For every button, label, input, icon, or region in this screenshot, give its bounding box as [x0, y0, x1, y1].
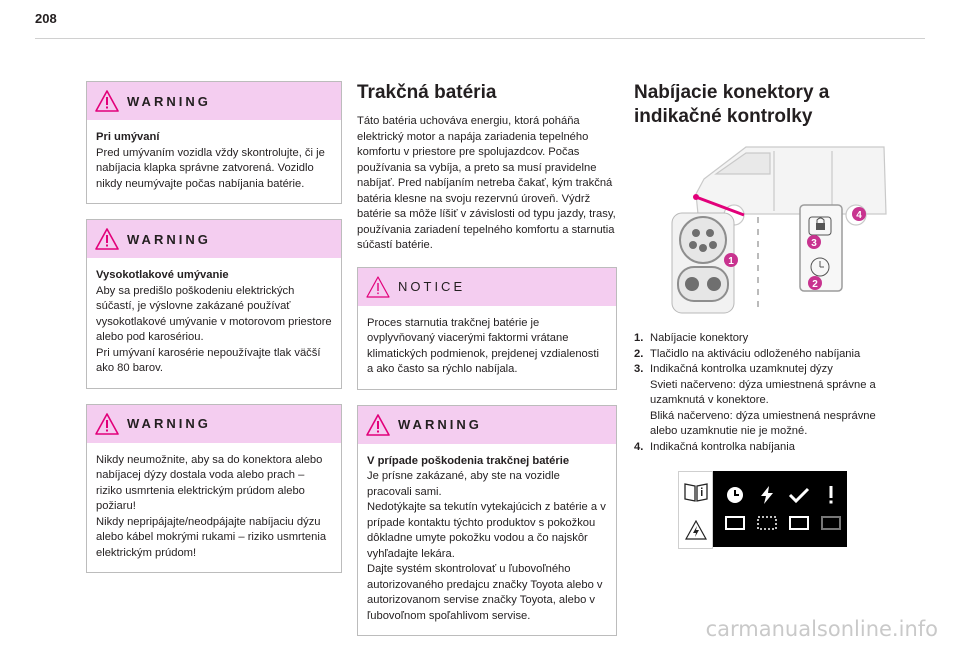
legend-list: [634, 331, 894, 455]
warning-title: WARNING: [398, 417, 482, 432]
notice-box: [357, 267, 617, 390]
callout-4: [852, 207, 866, 221]
warning-triangle-icon: [685, 520, 707, 540]
warning-body: [87, 120, 341, 203]
manual-book-icon: [683, 481, 709, 503]
callout-1: [724, 253, 738, 267]
warning-text: Pred umývaním vozidla vždy skontrolujte, či je nabíjacia klapka správne zatvorená. Vozidlo nikdy neumývajte počas nabíjania batérie.: [96, 146, 325, 190]
indicator-legend: [678, 471, 713, 549]
list-number: 3.: [634, 363, 644, 375]
list-subtext: Bliká načerveno: dýza umiestnená nesprávne alebo uzamknutie nie je možné.: [650, 409, 876, 437]
exclamation-icon: [826, 485, 836, 505]
control-panel-icon: [800, 205, 842, 291]
list-text: Tlačidlo na aktiváciu odloženého nabíjania: [650, 347, 861, 360]
notice-body: [358, 306, 616, 389]
warning-header: [358, 406, 616, 444]
watermark: carmanualsonline.info: [705, 617, 938, 641]
clock-icon: [725, 485, 745, 505]
notice-title: NOTICE: [398, 279, 466, 294]
warning-text: Pri umývaní karosérie nepoužívajte tlak väčší ako 80 barov.: [96, 346, 321, 374]
lamp-solid-icon: [725, 516, 745, 530]
warning-lead: Pri umývaní: [96, 131, 160, 143]
list-item: [634, 362, 894, 440]
warning-box-high-pressure: [86, 219, 342, 389]
column-middle: [357, 81, 617, 651]
checkmark-icon: [788, 485, 810, 505]
warning-title: WARNING: [127, 93, 211, 109]
warning-text: Nikdy neumožnite, aby sa do konektora alebo nabíjacej dýzy dostala voda alebo prach – riziko usmrtenia elektrickým prúdom alebo požiaru!: [96, 453, 323, 512]
list-text-group: [650, 362, 894, 440]
list-item: [634, 347, 894, 363]
notice-text: Proces starnutia trakčnej batérie je ovplyvňovaný viacerými faktormi vrátane klimatických podmienok, prejdenej vzdialenosti a ako často sa rýchlo nabíjala.: [367, 316, 599, 375]
warning-text: Je prísne zakázané, aby ste na vozidle pracovali sami.: [367, 470, 560, 498]
callout-2: [808, 276, 822, 290]
indicator-lamps-row: [719, 509, 847, 537]
list-text: Indikačná kontrolka nabíjania: [650, 440, 795, 453]
warning-title: WARNING: [127, 231, 211, 247]
warning-body: [358, 444, 616, 636]
lamp-solid-icon: [789, 516, 809, 530]
notice-header: [358, 268, 616, 306]
column-left: [86, 81, 342, 588]
warning-box-battery-damage: [357, 405, 617, 637]
indicator-lights-panel: [678, 471, 847, 547]
warning-box-water: [86, 404, 342, 574]
warning-triangle-icon: [366, 414, 390, 436]
warning-lead: V prípade poškodenia trakčnej batérie: [367, 454, 570, 467]
warning-text: Aby sa predišlo poškodeniu elektrických súčastí, je výslovne zakázané používať vysokotlakové umývanie v motorovom priestore alebo pod karosériou.: [96, 284, 332, 343]
warning-triangle-icon: [95, 413, 119, 435]
warning-body: [87, 258, 341, 388]
section-heading: Trakčná batéria: [357, 82, 497, 103]
callout-4-label: 4: [856, 210, 862, 221]
lamp-off-icon: [821, 516, 841, 530]
heading-line-2: indikačné kontrolky: [634, 106, 813, 127]
warning-title: WARNING: [127, 416, 211, 431]
lightning-icon: [757, 485, 777, 505]
callout-2-label: 2: [812, 279, 818, 290]
callout-3: [807, 235, 821, 249]
list-subtext: Svieti načerveno: dýza umiestnená správne a uzamknutá v konektore.: [650, 378, 876, 406]
warning-triangle-icon: [95, 228, 119, 250]
indicator-symbols-row: [719, 481, 847, 509]
list-number: 1.: [634, 332, 644, 344]
warning-text: Dajte systém skontrolovať u ľubovoľného autorizovaného predajcu značky Toyota alebo v autorizovanom servise značky Toyota, alebo v ľubovoľnom spoľahlivom servise.: [367, 563, 603, 622]
callout-1-label: 1: [728, 256, 734, 267]
callout-3-label: 3: [811, 238, 817, 249]
section-heading: [634, 81, 894, 129]
column-right: [634, 81, 894, 547]
header-divider: [35, 38, 925, 39]
notice-triangle-icon: [366, 276, 390, 298]
section-paragraph: Táto batéria uchováva energiu, ktorá poháňa elektrický motor a napája zariadenia tepelného komfortu v priestore pre spolujazdcov. Počas používania sa vybíja, a preto sa musí pravidelne nabíjať. Pred nabíjaním netreba čakať, kým trakčná batéria klesne na svoju rezervnú úroveň. Výdrž batérie sa môže líšiť v závislosti od typu jazdy, trasy, používania zariadení tepelného komfortu a starnutia súčastí batérie.: [357, 115, 616, 251]
list-number: 4.: [634, 440, 644, 453]
list-number: 2.: [634, 347, 644, 360]
warning-body: [87, 443, 341, 573]
warning-header: [87, 82, 341, 120]
heading-line-1: Nabíjacie konektory a: [634, 82, 830, 103]
indicator-grid: [713, 471, 847, 547]
warning-header: [87, 405, 341, 443]
list-text: Indikačná kontrolka uzamknutej dýzy: [650, 363, 833, 375]
warning-triangle-icon: [95, 90, 119, 112]
list-item: [634, 331, 894, 347]
lamp-blinking-icon: [757, 516, 777, 530]
list-text: Nabíjacie konektory: [650, 332, 749, 344]
warning-text: Nedotýkajte sa tekutín vytekajúcich z batérie a v prípade kontaktu týchto produktov s pokožkou dôkladne umyte pokožku vodou a čo najskôr vyhľadajte lekára.: [367, 501, 606, 560]
connector-diagram: [634, 139, 894, 319]
warning-text: Nikdy nepripájajte/neodpájajte nabíjaciu dýzu alebo kábel mokrými rukami – riziko usmrtenia elektrickým prúdom!: [96, 515, 327, 559]
page-number: 208: [35, 11, 57, 26]
warning-box-washing: [86, 81, 342, 204]
list-item: [634, 440, 894, 456]
warning-header: [87, 220, 341, 258]
charging-connector-illustration: [634, 139, 894, 319]
warning-lead: Vysokotlakové umývanie: [96, 269, 229, 281]
